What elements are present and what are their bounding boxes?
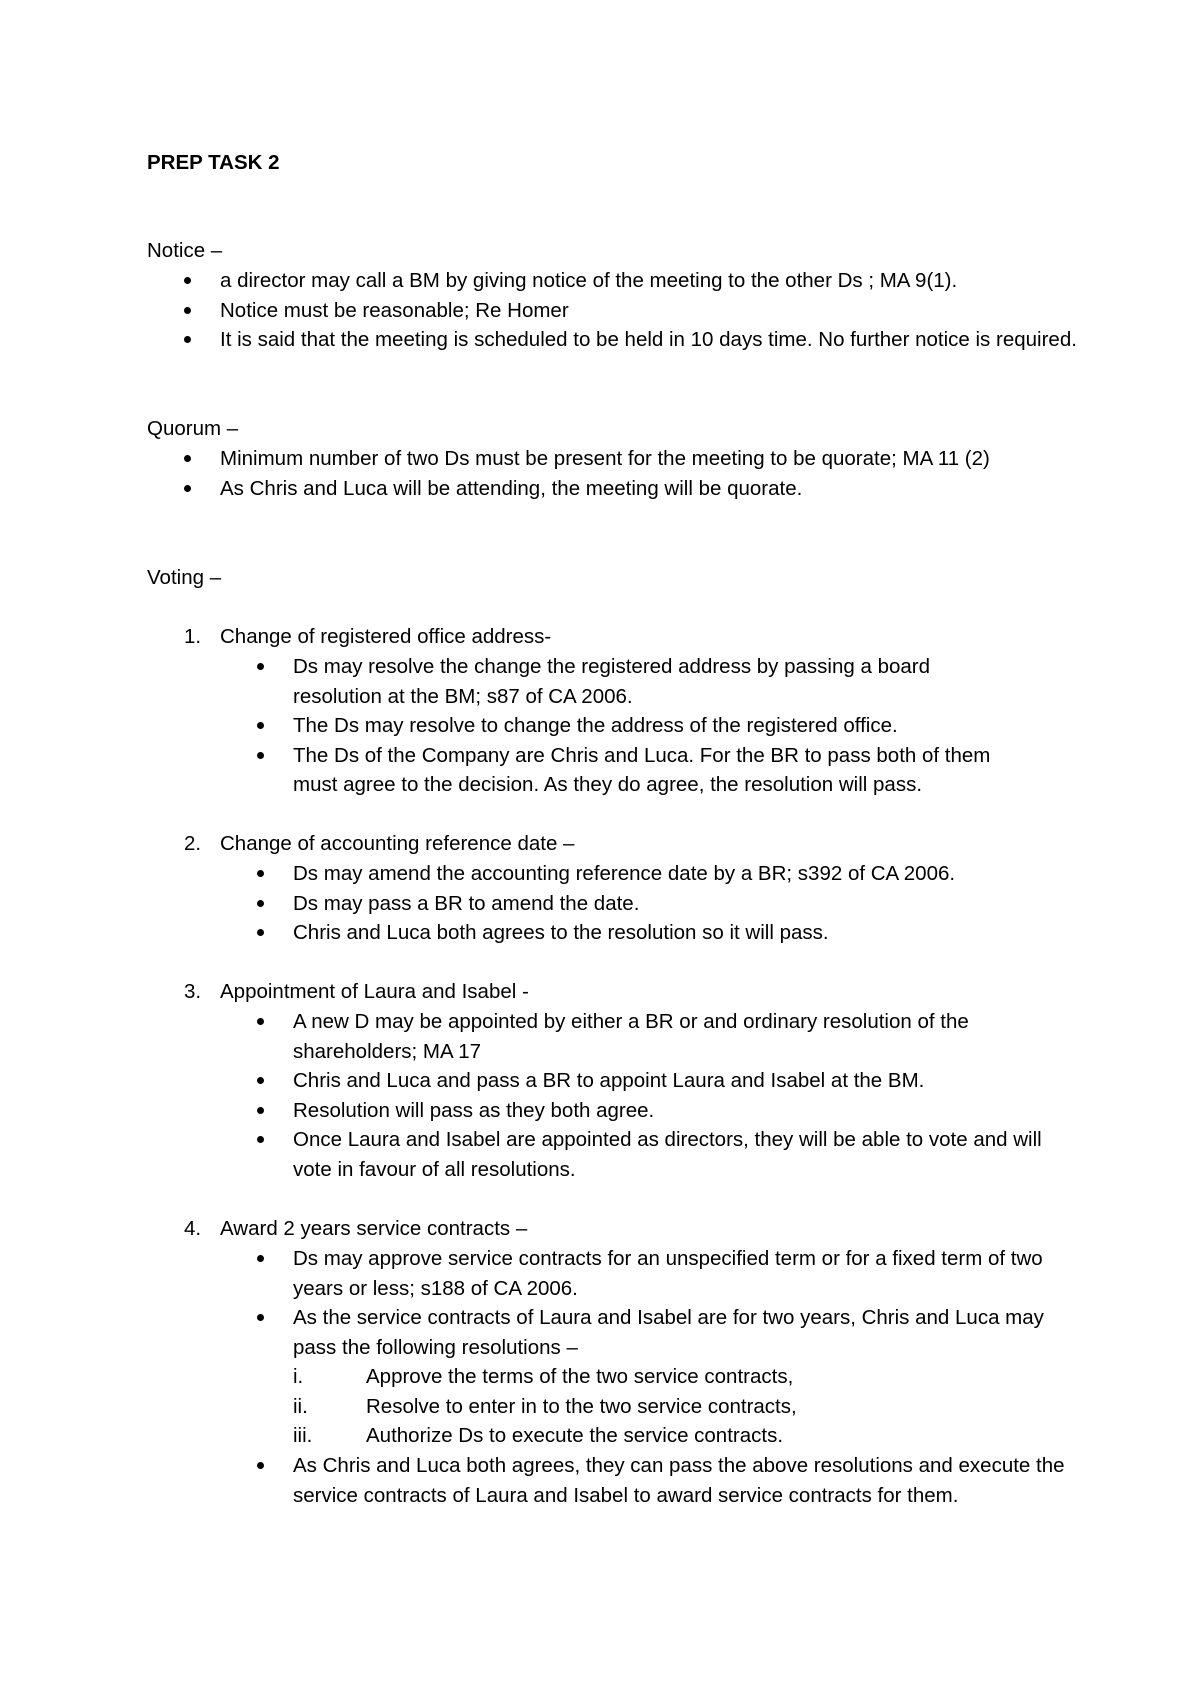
list-item: As the service contracts of Laura and Isabel are for two years, Chris and Luca may pass the following resolutions – (293, 1303, 1073, 1362)
list-item: Ds may pass a BR to amend the date. (293, 889, 1033, 919)
list-item: A new D may be appointed by either a BR or and ordinary resolution of the shareholders; MA 17 (293, 1007, 1073, 1066)
roman-numeral: ii. (293, 1394, 308, 1418)
section-label: Award 2 years service contracts – (220, 1217, 528, 1240)
quorum-list (220, 444, 1060, 503)
notice-heading: Notice – (147, 239, 223, 262)
voting-section-1-list (293, 652, 993, 800)
list-item: Minimum number of two Ds must be present for the meeting to be quorate; MA 11 (2) (220, 444, 1060, 474)
list-item: Once Laura and Isabel are appointed as directors, they will be able to vote and will vote in favour of all resolutions. (293, 1125, 1073, 1184)
page-title: PREP TASK 2 (147, 151, 280, 174)
section-number: 3. (184, 980, 202, 1003)
list-item: Ds may amend the accounting reference date by a BR; s392 of CA 2006. (293, 859, 1033, 889)
voting-section-4-final-list (293, 1451, 1073, 1510)
quorum-heading: Quorum – (147, 417, 239, 440)
list-item: Resolution will pass as they both agree. (293, 1096, 1073, 1126)
list-item: The Ds may resolve to change the address of the registered office. (293, 711, 993, 741)
notice-list (220, 266, 1080, 355)
list-item: As Chris and Luca both agrees, they can pass the above resolutions and execute the service contracts of Laura and Isabel to award service contracts for them. (293, 1451, 1073, 1510)
sub-list-item (293, 1392, 1066, 1422)
list-item: As Chris and Luca will be attending, the meeting will be quorate. (220, 474, 1060, 504)
voting-section-2 (184, 829, 1080, 859)
voting-section-4-list (293, 1244, 1073, 1362)
sub-list-text: Approve the terms of the two service contracts, (366, 1365, 794, 1388)
section-label: Appointment of Laura and Isabel - (220, 980, 529, 1003)
list-item: a director may call a BM by giving notice of the meeting to the other Ds ; MA 9(1). (220, 266, 1080, 296)
voting-section-4 (184, 1214, 1080, 1244)
list-item: Notice must be reasonable; Re Homer (220, 296, 1080, 326)
section-number: 2. (184, 832, 202, 855)
list-item: Ds may resolve the change the registered address by passing a board resolution at the BM; s87 of CA 2006. (293, 652, 993, 711)
voting-heading: Voting – (147, 566, 222, 589)
voting-section-1 (184, 622, 1080, 652)
list-item: It is said that the meeting is scheduled to be held in 10 days time. No further notice is required. (220, 325, 1080, 355)
section-label: Change of registered office address- (220, 625, 552, 648)
section-label: Change of accounting reference date – (220, 832, 575, 855)
section-number: 4. (184, 1217, 202, 1240)
sub-list-item (293, 1421, 1066, 1451)
sub-list-text: Resolve to enter in to the two service contracts, (366, 1394, 797, 1418)
sub-list-item (293, 1362, 1066, 1392)
voting-section-2-list (293, 859, 1033, 948)
list-item: The Ds of the Company are Chris and Luca. For the BR to pass both of them must agree to the decision. As they do agree, the resolution will pass. (293, 741, 993, 800)
roman-numeral: iii. (293, 1424, 313, 1447)
roman-numeral: i. (293, 1365, 304, 1388)
list-item: Ds may approve service contracts for an unspecified term or for a fixed term of two years or less; s188 of CA 2006. (293, 1244, 1073, 1303)
section-number: 1. (184, 625, 202, 648)
voting-section-4-sublist (293, 1362, 1066, 1451)
voting-section-3-list (293, 1007, 1073, 1184)
voting-section-3 (184, 977, 1080, 1007)
sub-list-text: Authorize Ds to execute the service contracts. (366, 1424, 784, 1447)
list-item: Chris and Luca and pass a BR to appoint Laura and Isabel at the BM. (293, 1066, 1073, 1096)
list-item: Chris and Luca both agrees to the resolution so it will pass. (293, 918, 1033, 948)
